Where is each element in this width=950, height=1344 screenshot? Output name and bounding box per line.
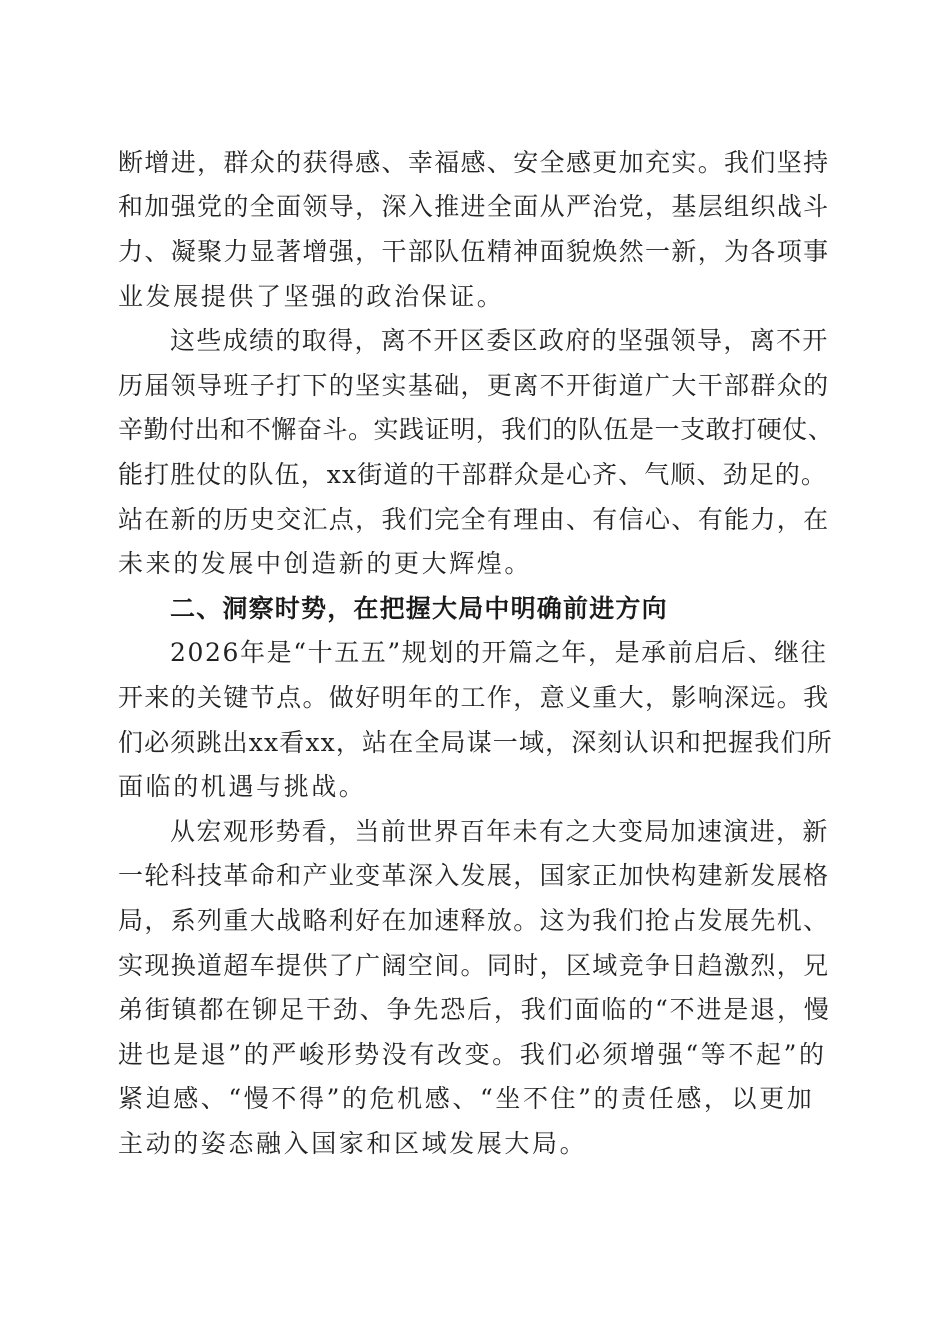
body-text-line: 辛勤付出和不懈奋斗。实践证明，我们的队伍是一支敢打硬仗、	[118, 415, 834, 444]
body-text-line: 力、凝聚力显著增强，干部队伍精神面貌焕然一新，为各项事	[118, 237, 830, 266]
paragraph-first-line: 这些成绩的取得，离不开区委区政府的坚强领导，离不开	[170, 326, 829, 355]
paragraph-first-line: 从宏观形势看，当前世界百年未有之大变局加速演进，新	[170, 817, 829, 846]
section-heading: 二、洞察时势，在把握大局中明确前进方向	[170, 594, 668, 623]
body-text-line: 断增进，群众的获得感、幸福感、安全感更加充实。我们坚持	[118, 148, 830, 177]
body-text-line: 实现换道超车提供了广阔空间。同时，区域竞争日趋激烈，兄	[118, 951, 830, 980]
body-text-line: 站在新的历史交汇点，我们完全有理由、有信心、有能力，在	[118, 505, 830, 534]
body-text-line: 面临的机遇与挑战。	[118, 772, 367, 801]
body-text-line: 开来的关键节点。做好明年的工作，意义重大，影响深远。我	[118, 683, 830, 712]
body-text-line: 局，系列重大战略利好在加速释放。这为我们抢占发展先机、	[118, 906, 830, 935]
body-text-line: 一轮科技革命和产业变革深入发展，国家正加快构建新发展格	[118, 861, 830, 890]
paragraph-first-line: 2026年是“十五五”规划的开篇之年，是承前启后、继往	[170, 638, 828, 667]
body-text-line: 业发展提供了坚强的政治保证。	[118, 282, 505, 311]
body-text-line: 历届领导班子打下的坚实基础，更离不开街道广大干部群众的	[118, 371, 830, 400]
body-text-line: 能打胜仗的队伍，xx街道的干部群众是心齐、气顺、劲足的。	[118, 460, 828, 489]
body-text-line: 主动的姿态融入国家和区域发展大局。	[118, 1129, 588, 1158]
body-text-line: 们必须跳出xx看xx，站在全局谋一域，深刻认识和把握我们所	[118, 728, 833, 757]
body-text-line: 紧迫感、“慢不得”的危机感、“坐不住”的责任感，以更加	[118, 1084, 815, 1113]
body-text-line: 弟街镇都在铆足干劲、争先恐后，我们面临的“不进是退，慢	[118, 995, 831, 1024]
body-text-line: 未来的发展中创造新的更大辉煌。	[118, 549, 533, 578]
body-text-line: 进也是退”的严峻形势没有改变。我们必须增强“等不起”的	[118, 1040, 827, 1069]
body-text-line: 和加强党的全面领导，深入推进全面从严治党，基层组织战斗	[118, 192, 830, 221]
